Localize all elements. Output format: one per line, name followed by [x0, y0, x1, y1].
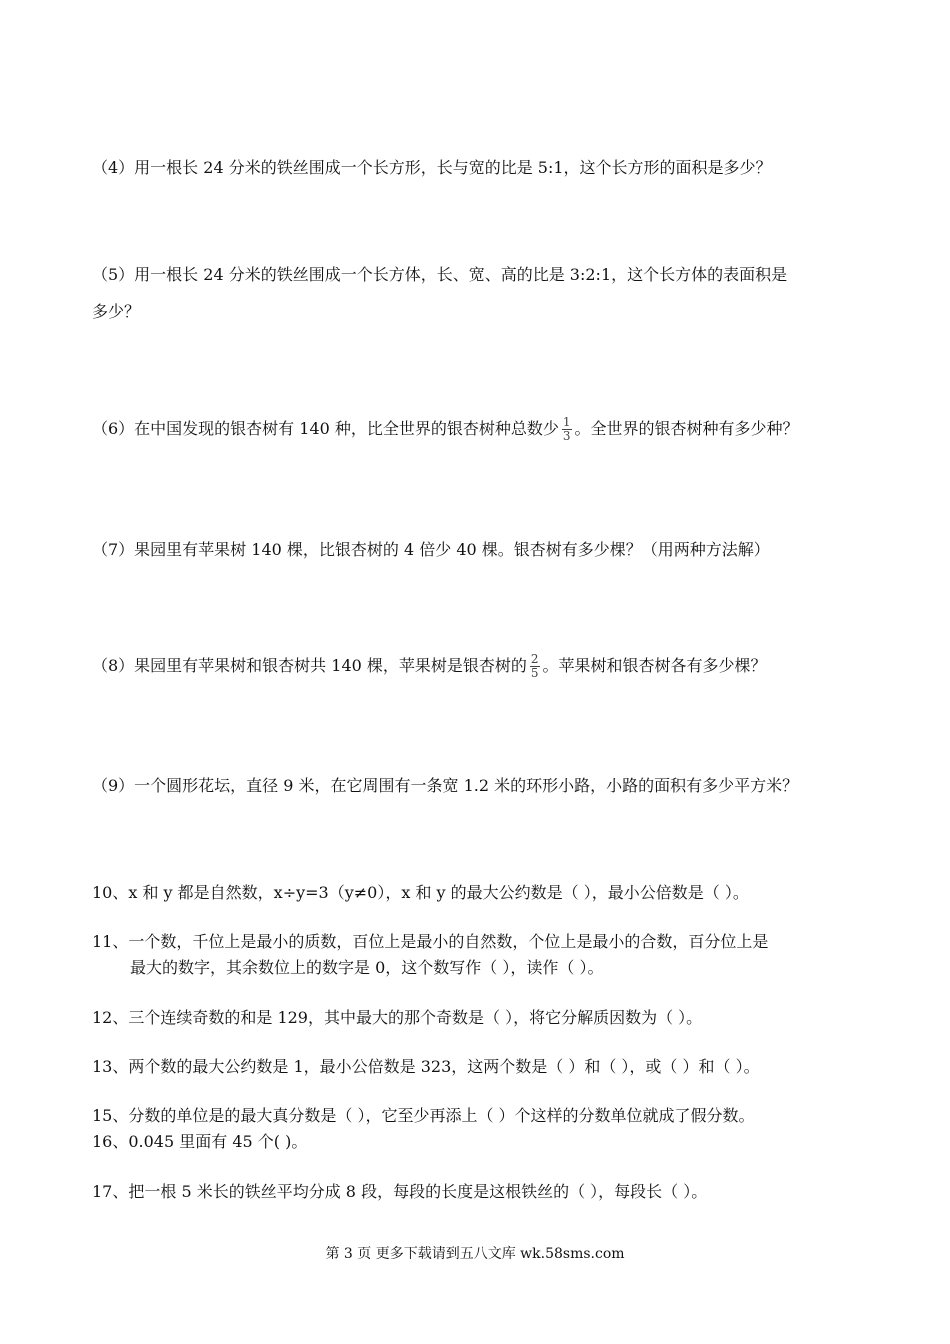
question-11-line-1: 11、一个数，千位上是最小的质数，百位上是最小的自然数，个位上是最小的合数，百分位上是 [92, 932, 769, 951]
question-15: 15、分数的单位是的最大真分数是（ ），它至少再添上（ ）个这样的分数单位就成了假分数。 [92, 1106, 755, 1125]
fraction-one-third [562, 416, 572, 443]
fraction-denominator: 3 [562, 429, 571, 443]
question-5-line-1: （5）用一根长 24 分米的铁丝围成一个长方体，长、宽、高的比是 3:2:1，这个长方体的表面积是 [92, 265, 788, 284]
question-8-text-before: （8）果园里有苹果树和银杏树共 140 棵，苹果树是银杏树的 [92, 656, 527, 675]
question-17: 17、把一根 5 米长的铁丝平均分成 8 段，每段的长度是这根铁丝的（ ），每段长（ ）。 [92, 1182, 708, 1201]
fraction-two-fifths [530, 653, 540, 680]
fraction-numerator: 1 [562, 415, 571, 429]
question-6-text-after: 。全世界的银杏树种有多少种？ [574, 419, 799, 438]
question-11-line-2: 最大的数字，其余数位上的数字是 0，这个数写作（ ），读作（ ）。 [130, 958, 604, 977]
question-6 [92, 416, 910, 443]
question-7: （7）果园里有苹果树 140 棵，比银杏树的 4 倍少 40 棵。银杏树有多少棵？（用两种方法解） [92, 540, 770, 559]
fraction-denominator: 5 [530, 666, 539, 680]
page-footer: 第 3 页 更多下载请到五八文库 wk.58sms.com [325, 1246, 625, 1262]
question-9: （9）一个圆形花坛，直径 9 米，在它周围有一条宽 1.2 米的环形小路，小路的面积有多少平方米？ [92, 776, 799, 795]
question-4: （4）用一根长 24 分米的铁丝围成一个长方形，长与宽的比是 5:1，这个长方形的面积是多少？ [92, 158, 772, 177]
question-10: 10、x 和 y 都是自然数，x÷y=3（y≠0），x 和 y 的最大公约数是（ ），最小公倍数是（ ）。 [92, 883, 749, 902]
question-8-text-after: 。苹果树和银杏树各有多少棵？ [542, 656, 767, 675]
question-6-text-before: （6）在中国发现的银杏树有 140 种，比全世界的银杏树种总数少 [92, 419, 559, 438]
question-16: 16、0.045 里面有 45 个( )。 [92, 1132, 308, 1151]
question-12: 12、三个连续奇数的和是 129，其中最大的那个奇数是（ ），将它分解质因数为（ ）。 [92, 1008, 703, 1027]
fraction-numerator: 2 [530, 652, 539, 666]
question-5-line-2: 多少？ [92, 302, 141, 321]
question-8 [92, 653, 910, 680]
question-13: 13、两个数的最大公约数是 1，最小公倍数是 323，这两个数是（ ）和（ ），或（ ）和（ ）。 [92, 1057, 760, 1076]
